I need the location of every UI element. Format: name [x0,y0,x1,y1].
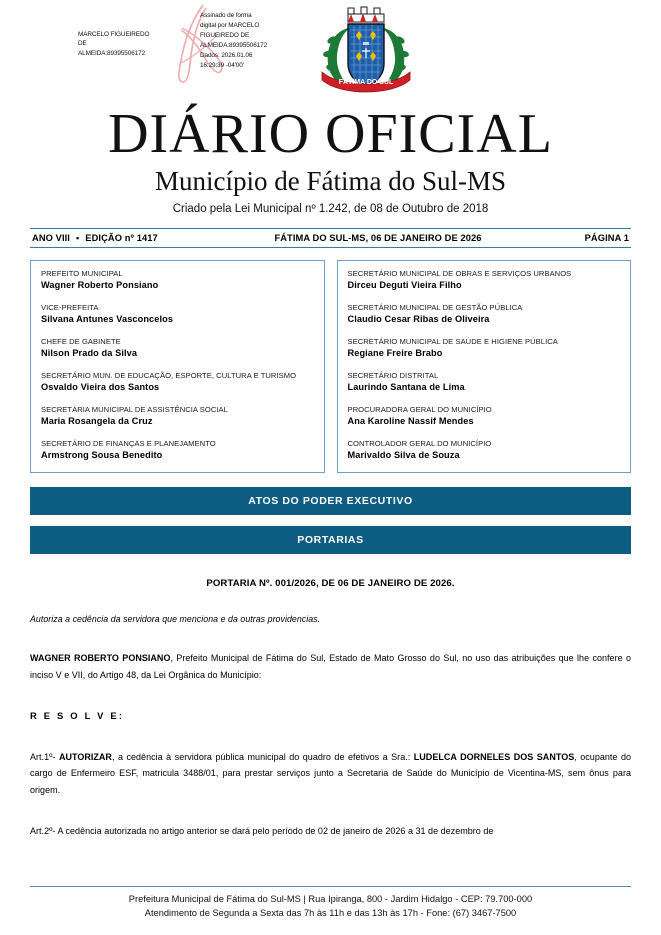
edition-bar [30,228,631,248]
official-entry [41,371,314,392]
official-name: Dirceu Deguti Vieira Filho [347,280,462,291]
preamble-rest: , Prefeito Municipal de Fátima do Sul, Estado de Mato Grosso do Sul, no uso das atribuições que lhe confere o inciso V e VII, do Artigo 48, da Lei Orgânica do Município: [30,653,631,680]
official-role: PREFEITO MUNICIPAL [41,269,123,279]
edition-place-date: FÁTIMA DO SUL-MS, 06 DE JANEIRO DE 2026 [274,233,482,244]
edition-number: EDIÇÃO nº 1417 [85,233,158,244]
official-role: CONTROLADOR GERAL DO MUNICÍPIO [347,439,492,449]
official-entry [41,337,314,358]
art1-lead: Art.1º- [30,751,59,762]
official-name: Osvaldo Vieira dos Santos [41,382,160,393]
official-name: Nilson Prado da Silva [41,348,138,359]
municipal-coat-of-arms-icon [318,6,414,100]
masthead-subtitle: Município de Fátima do Sul-MS [155,165,506,196]
section-banner-portarias: PORTARIAS [30,526,631,554]
official-role: VICE-PREFEITA [41,303,99,313]
official-role: SECRETÁRIO DE FINANÇAS E PLANEJAMENTO [41,439,216,449]
signature-details-text [200,11,310,71]
portaria-article-1 [30,749,631,799]
official-entry [348,371,621,392]
officials-column-right [337,260,632,473]
portaria-preamble [30,650,631,683]
signature-detail-1: Assinado de forma [200,12,252,19]
signature-detail-6: 16:29:39 -04'00' [200,61,244,69]
signer-line-1: MARCELO FIGUEIREDO [78,31,150,38]
official-entry [348,303,621,324]
official-entry [348,439,621,460]
officials-column-left [30,260,325,473]
official-name: Wagner Roberto Ponsiano [41,280,159,291]
page-number: PÁGINA 1 [584,233,629,244]
official-entry [41,405,314,426]
portaria-resolve-heading: R E S O L V E: [30,709,125,721]
official-entry [41,269,314,290]
footer-hours: Atendimento de Segunda a Sexta das 7h às 11h e das 13h às 17h - Fone: (67) 3467-7500 [144,908,517,919]
portaria-article-2: Art.2º- A cedência autorizada no artigo anterior se dará pelo período de 02 de janeiro de 2026 a 31 de dezembro de [30,826,494,837]
official-role: SECRETÁRIA MUNICIPAL DE ASSISTÊNCIA SOCIAL [41,405,228,415]
official-entry [348,405,621,426]
masthead [30,103,631,216]
official-entry [41,303,314,324]
official-role: SECRETÁRIO DISTRITAL [347,371,439,381]
official-role: SECRETÁRIO MUN. DE EDUCAÇÃO, ESPORTE, CULTURA E TURISMO [41,371,297,381]
footer-address: Prefeitura Municipal de Fátima do Sul-MS | Rua Ipiranga, 800 - Jardim Hidalgo - CEP: 79.700-000 [128,894,533,905]
signature-detail-4: ALMEIDA:89395506172 [200,41,268,49]
signature-detail-3: FIGUEIREDO DE [200,31,250,39]
bullet-separator-icon: ▪ [76,233,80,244]
official-role: SECRETÁRIO MUNICIPAL DE OBRAS E SERVIÇOS URBANOS [347,269,572,279]
art1-verb: AUTORIZAR [58,751,112,762]
official-entry [348,269,621,290]
header-signature-area [30,0,631,105]
official-name: Claudio Cesar Ribas de Oliveira [347,314,490,325]
signature-signer-text [78,30,173,58]
official-name: Marivaldo Silva de Souza [347,450,460,461]
portaria-summary: Autoriza a cedência da servidora que menciona e da outras providencias. [30,614,321,625]
art1-rest: , ocupante do cargo de Enfermeiro ESF, matricula 3488/01, para prestar serviços junto a Secretaria de Saúde do Município de Vicentina-MS, sem ônus para origem. [30,751,632,795]
signer-line-3: ALMEIDA:89395506172 [78,49,146,57]
officials-directory [30,260,631,473]
official-name: Ana Karoline Nassif Mendes [347,416,474,427]
official-role: CHEFE DE GABINETE [41,337,121,347]
signer-line-2: DE [78,40,87,48]
portaria-title: PORTARIA Nº. 001/2026, DE 06 DE JANEIRO DE 2026. [206,578,455,590]
official-role: SECRETÁRIO MUNICIPAL DE SAÚDE E HIGIENE PÚBLICA [347,337,558,347]
edition-year: ANO VIII [32,233,70,244]
official-name: Laurindo Santana de Lima [347,382,465,393]
official-name: Armstrong Sousa Benedito [41,450,163,461]
section-banner-executive-acts: ATOS DO PODER EXECUTIVO [30,487,631,515]
signature-detail-2: digital por MARCELO [200,21,260,29]
masthead-law-line: Criado pela Lei Municipal nº 1.242, de 08 de Outubro de 2018 [172,203,489,216]
page-title: DIÁRIO OFICIAL [108,103,553,165]
official-role: SECRETÁRIO MUNICIPAL DE GESTÃO PÚBLICA [347,303,523,313]
preamble-mayor-name: WAGNER ROBERTO PONSIANO [30,653,171,664]
edition-bar-left [32,233,227,243]
official-role: PROCURADORA GERAL DO MUNICÍPIO [347,405,492,415]
page-footer [30,886,631,921]
official-entry [41,439,314,460]
art1-servant-name: LUDELCA DORNELES DOS SANTOS [413,751,575,762]
official-name: Silvana Antunes Vasconcelos [41,314,174,325]
official-name: Maria Rosangela da Cruz [41,416,153,427]
official-name: Regiane Freire Brabo [347,348,443,359]
signature-detail-5: Dados: 2026.01.06 [200,51,253,59]
art1-mid: , a cedência à servidora pública municipal do quadro de efetivos a Sra.: [111,751,414,762]
official-entry [348,337,621,358]
crest-banner-text: FÁTIMA DO SUL [338,79,394,86]
